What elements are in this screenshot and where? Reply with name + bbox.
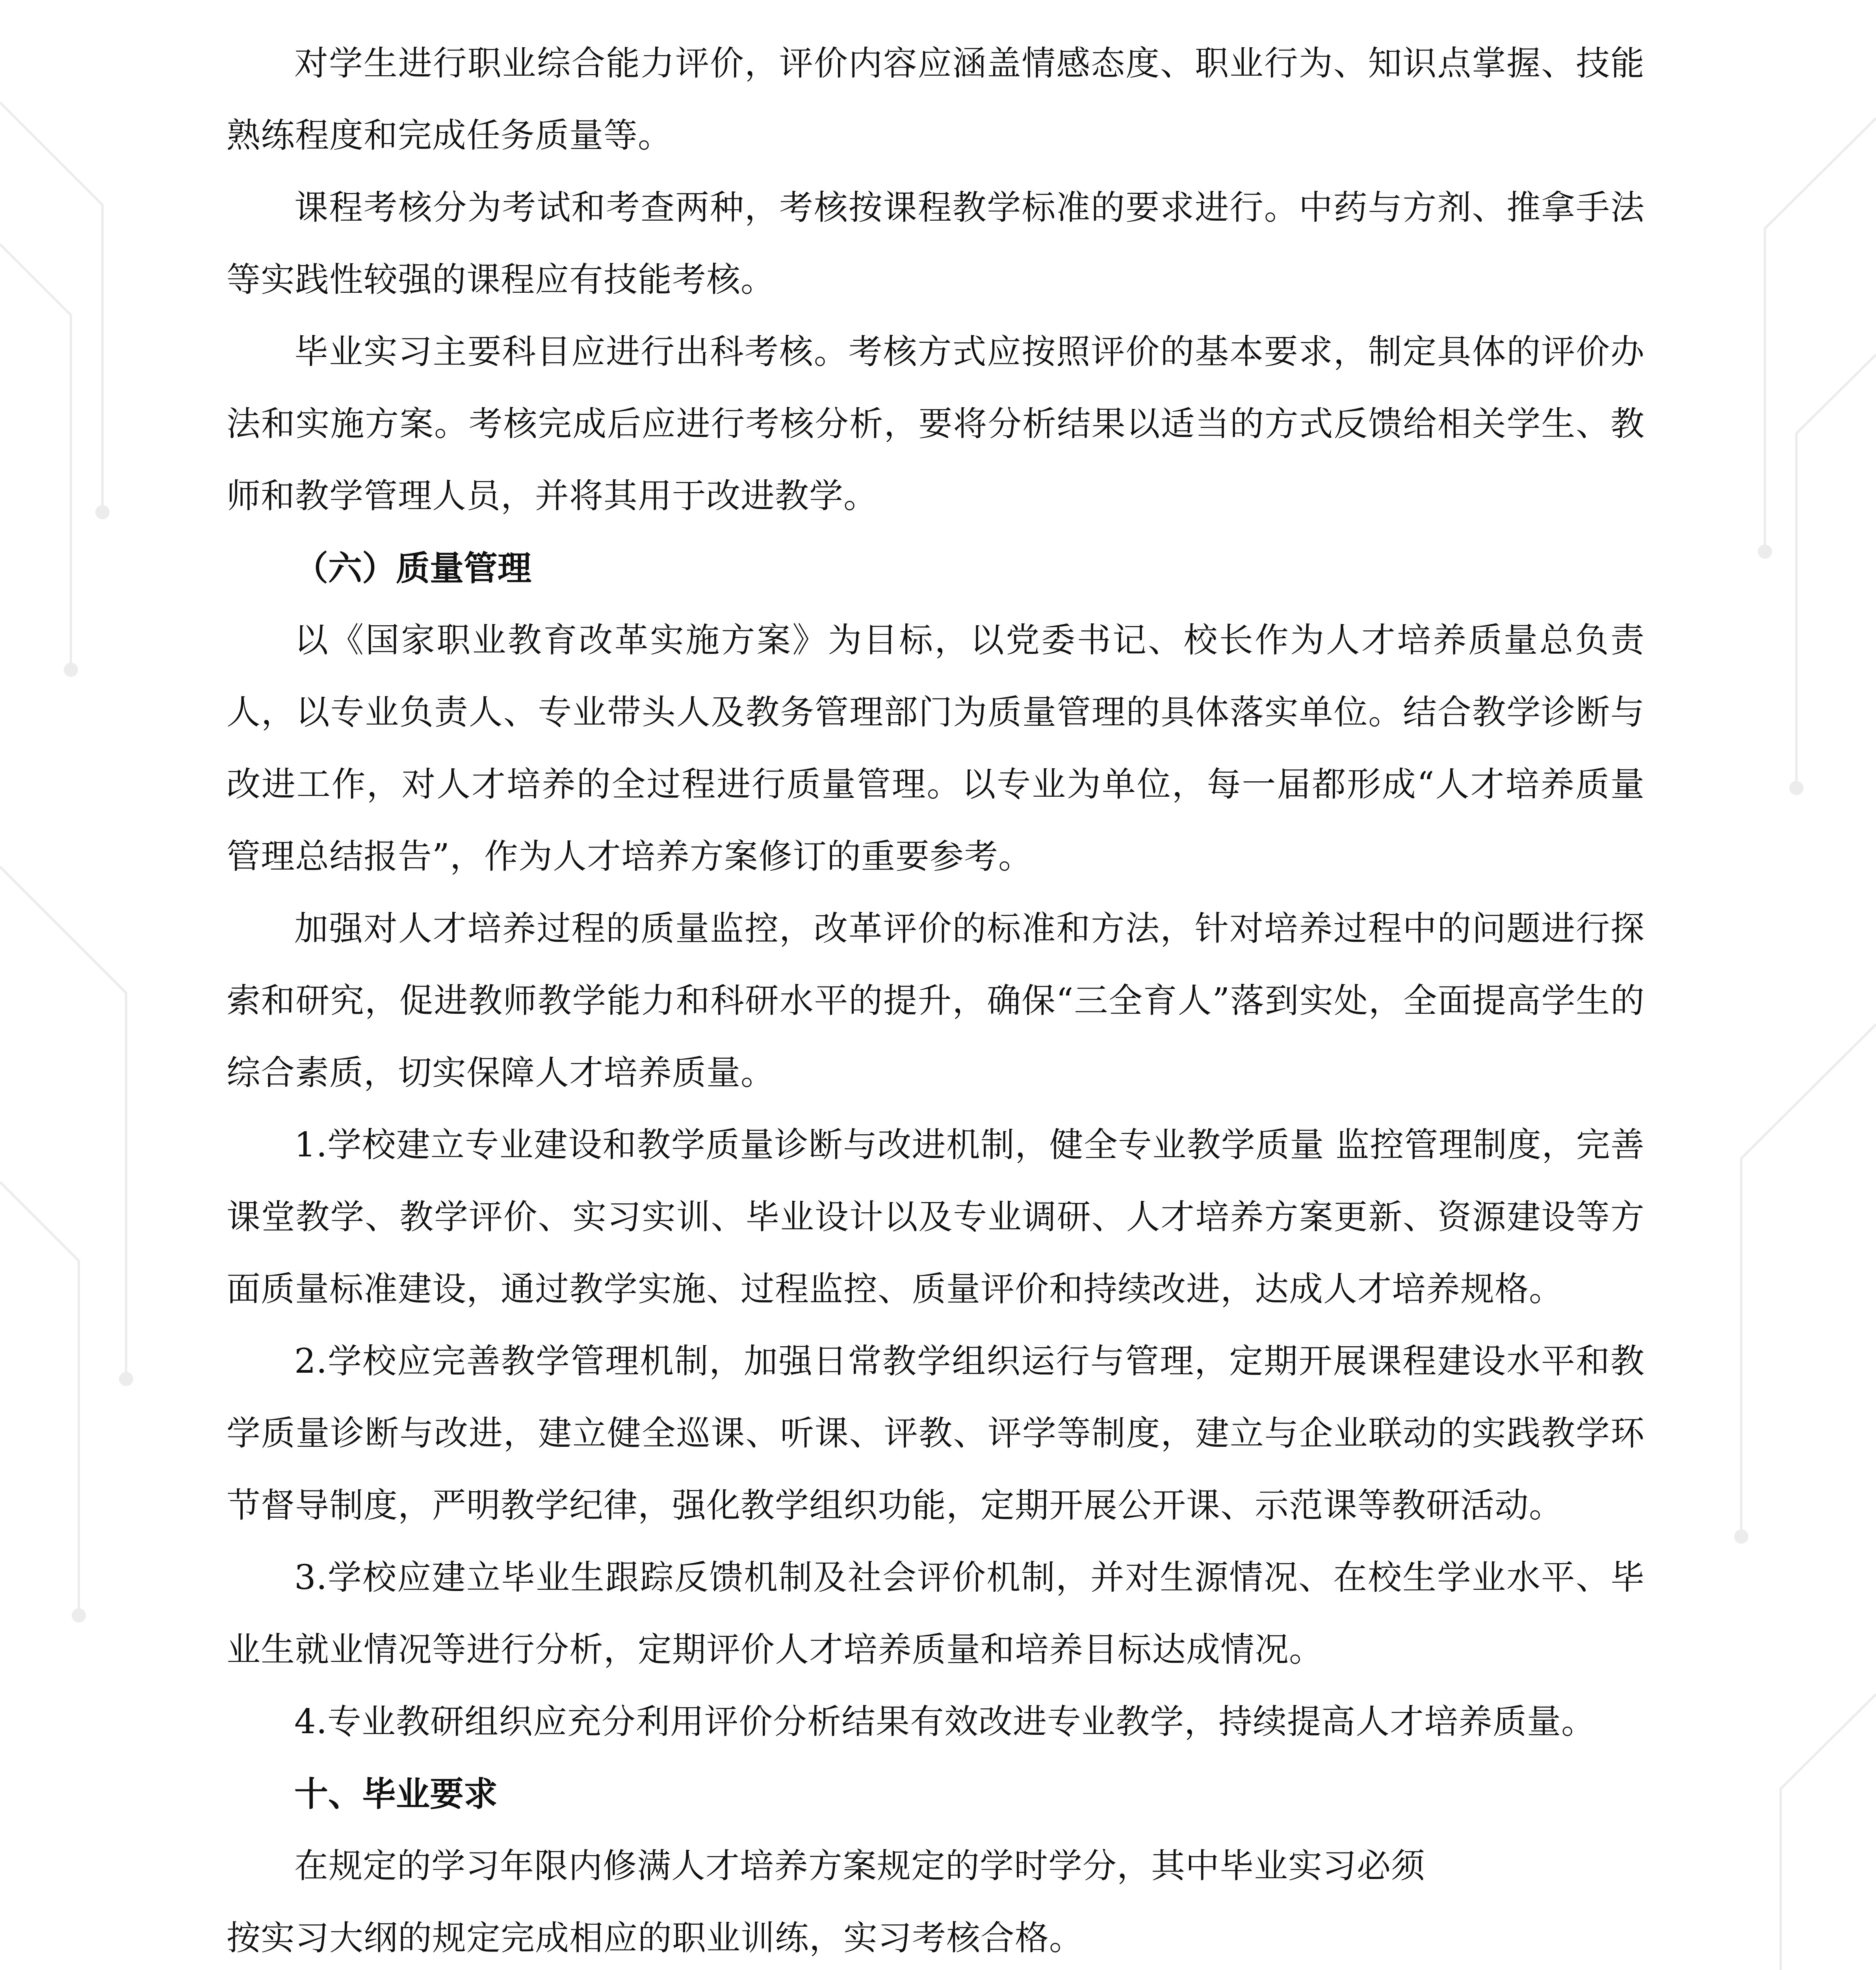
paragraph-internship-assessment: 毕业实习主要科目应进行出科考核。考核方式应按照评价的基本要求，制定具体的评价办法和实施方案。考核完成后应进行考核分析，要将分析结果以适当的方式反馈给相关学生、教师和教学管理人员，并将其用于改进教学。 xyxy=(227,332,1645,516)
section-heading-graduation: 十、毕业要求 xyxy=(294,1774,498,1814)
paragraph-item-2: 2.学校应完善教学管理机制，加强日常教学组织运行与管理，定期开展课程建设水平和教学质量诊断与改进，建立健全巡课、听课、评教、评学等制度，建立与企业联动的实践教学环节督导制度，严明教学纪律，强化教学组织功能，定期开展公开课、示范课等教研活动。 xyxy=(227,1342,1645,1525)
paragraph-item-1: 1.学校建立专业建设和教学质量诊断与改进机制，健全专业教学质量 监控管理制度，完善课堂教学、教学评价、实习实训、毕业设计以及专业调研、人才培养方案更新、资源建设等方面质量标准建设，通过教学实施、过程监控、质量评价和持续改进，达成人才培养规格。 xyxy=(227,1125,1645,1309)
subheading-quality-management: （六）质量管理 xyxy=(294,548,531,588)
paragraph-quality-goal: 以《国家职业教育改革实施方案》为目标，以党委书记、校长作为人才培养质量总负责人，以专业负责人、专业带头人及教务管理部门为质量管理的具体落实单位。结合教学诊断与改进工作，对人才培养的全过程进行质量管理。以专业为单位，每一届都形成“人才培养质量管理总结报告”，作为人才培养方案修订的重要参考。 xyxy=(227,621,1645,876)
paragraph-course-assessment: 课程考核分为考试和考查两种，考核按课程教学标准的要求进行。中药与方剂、推拿手法等实践性较强的课程应有技能考核。 xyxy=(227,188,1645,299)
paragraph-item-3: 3.学校应建立毕业生跟踪反馈机制及社会评价机制，并对生源情况、在校生学业水平、毕业生就业情况等进行分析，定期评价人才培养质量和培养目标达成情况。 xyxy=(227,1558,1645,1669)
paragraph-quality-monitoring: 加强对人才培养过程的质量监控，改革评价的标准和方法，针对培养过程中的问题进行探索和研究，促进教师教学能力和科研水平的提升，确保“三全育人”落到实处，全面提高学生的综合素质，切实保障人才培养质量。 xyxy=(227,909,1645,1093)
paragraph-item-4: 4.专业教研组织应充分利用评价分析结果有效改进专业教学，持续提高人才培养质量。 xyxy=(294,1702,1596,1741)
paragraph-graduation-line2: 按实习大纲的规定完成相应的职业训练，实习考核合格。 xyxy=(227,1918,1083,1958)
document-body xyxy=(227,28,1645,1970)
paragraph-evaluation: 对学生进行职业综合能力评价，评价内容应涵盖情感态度、职业行为、知识点掌握、技能熟练程度和完成任务质量等。 xyxy=(227,44,1645,155)
paragraph-graduation-line1: 在规定的学习年限内修满人才培养方案规定的学时学分，其中毕业实习必须 xyxy=(294,1846,1425,1886)
